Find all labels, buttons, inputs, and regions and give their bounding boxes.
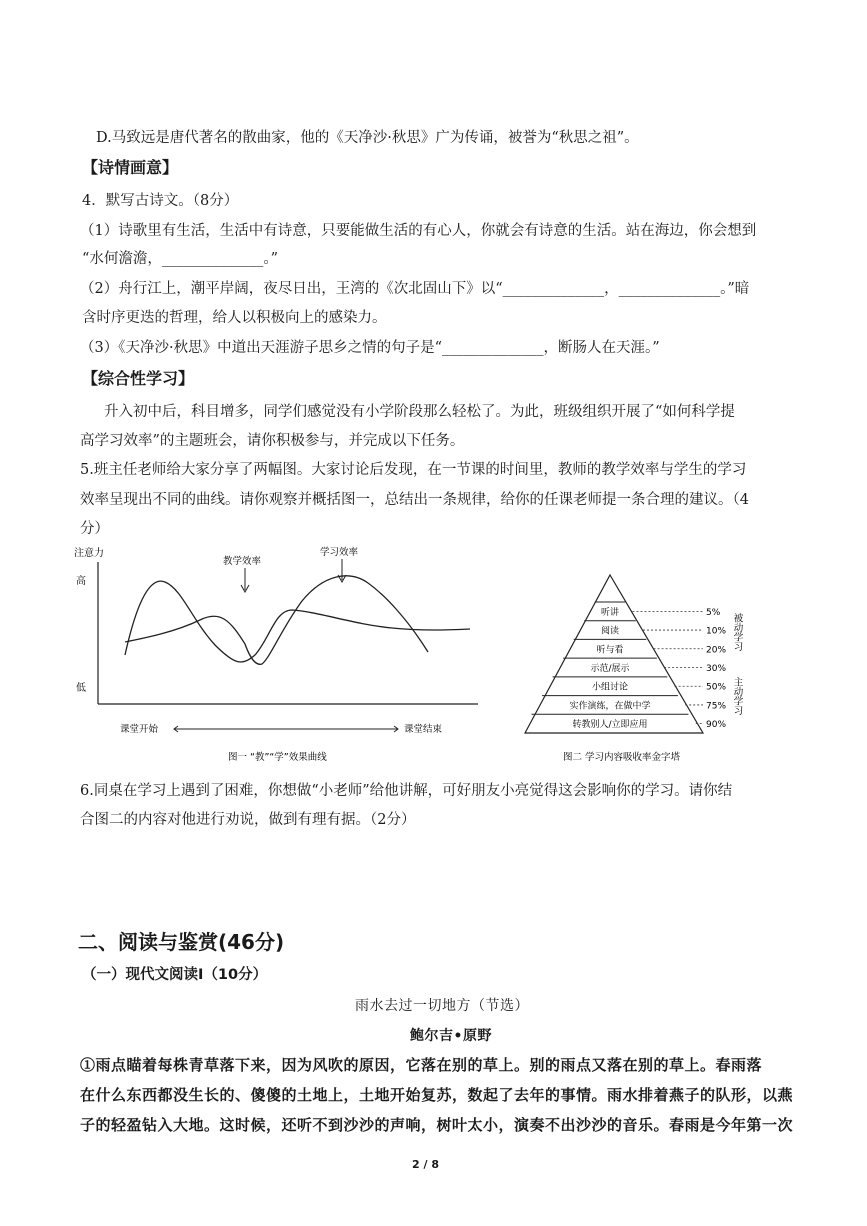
story-paragraph-line1: ①雨点瞄着每株青草落下来，因为风吹的原因，它落在别的草上。别的雨点又落在别的草上。春雨落 (80, 1056, 763, 1074)
pyramid-level-value: 5% (706, 607, 721, 618)
part-2-heading: 二、阅读与鉴赏(46分) (78, 930, 285, 954)
figure-1-y-axis-title: 注意力 (74, 548, 104, 559)
story-author: 鲍尔吉•原野 (410, 1028, 492, 1044)
figure-1-x-end-label: 课堂结束 (404, 724, 443, 735)
pyramid-level-label: 示范/展示 (590, 664, 630, 674)
question-5-line2: 效率呈现出不同的曲线。请你观察并概括图一，总结出一条规律，给你的任课老师提一条合理的建议。（4 (80, 492, 749, 508)
figure-1-caption: 图一 “教”“学”效果曲线 (228, 752, 327, 763)
pyramid-level-value: 10% (706, 626, 727, 637)
figure-2-caption: 图二 学习内容吸收率金字塔 (563, 752, 681, 763)
story-title: 雨水去过一切地方（节选） (355, 998, 529, 1014)
story-paragraph-line3: 子的轻盈钻入大地。这时候，还听不到沙沙的声响，树叶太小，演奏不出沙沙的音乐。春雨是今年第一次 (80, 1116, 794, 1134)
story-paragraph-line2: 在什么东西都没生长的、傻傻的土地上，土地开始复苏，数起了去年的事情。雨水排着燕子的队形，以燕 (80, 1086, 794, 1104)
pyramid-level-value: 20% (706, 645, 727, 656)
question-5-line3: 分） (80, 521, 109, 537)
group-passive-label: 被动学习 (731, 613, 743, 651)
figure-1-y-high-label: 高 (76, 576, 86, 587)
pyramid-level-value: 50% (706, 682, 727, 693)
pyramid-level-label: 转教别人/立即应用 (572, 720, 648, 731)
figure-1-x-start-label: 课堂开始 (120, 724, 159, 735)
part-2-sub-heading: （一）现代文阅读Ⅰ（10分） (82, 967, 268, 983)
figure-2-learning-pyramid (515, 565, 765, 770)
figure-1-learning-label: 学习效率 (320, 547, 359, 558)
question-4-part1-line1: （1）诗歌里有生活，生活中有诗意，只要能做生活的有心人，你就会有诗意的生活。站在海边，你会想到 (80, 223, 757, 239)
pyramid-level-label: 听与看 (596, 645, 624, 656)
pyramid-level-value: 75% (706, 701, 727, 712)
question-4-title: 4．默写古诗文。（8分） (82, 193, 239, 209)
pyramid-level-label: 实作演练，在做中学 (569, 701, 651, 712)
page-number: 2 / 8 (412, 1158, 439, 1171)
figure-1-attention-curves (70, 540, 490, 770)
group-active-label: 主动学习 (731, 677, 743, 715)
question-4-part2-line1: （2）舟行江上，潮平岸阔，夜尽日出，王湾的《次北固山下》以“______________，______________。”暗 (80, 281, 750, 297)
figure-1-teaching-label: 教学效率 (223, 556, 262, 567)
pyramid-level-label: 阅读 (600, 626, 620, 637)
section-heading-comprehensive: 【综合性学习】 (82, 369, 195, 388)
pyramid-level-label: 听讲 (600, 607, 620, 618)
question-6-line2: 合图二的内容对他进行劝说，做到有理有据。（2分） (80, 812, 416, 828)
comprehensive-intro-line2: 高学习效率”的主题班会，请你积极参与，并完成以下任务。 (80, 433, 465, 449)
figure-1-y-low-label: 低 (76, 683, 86, 694)
question-4-part1-line2: “水何澹澹，______________。” (82, 251, 279, 267)
pyramid-level-label: 小组讨论 (591, 682, 629, 693)
comprehensive-intro-line1: 升入初中后，科目增多，同学们感觉没有小学阶段那么轻松了。为此，班级组织开展了“如何科学提 (104, 404, 735, 420)
pyramid-level-value: 90% (706, 720, 727, 731)
pyramid-level-value: 30% (706, 664, 727, 674)
figure-1-teaching-efficiency-curve (125, 581, 470, 662)
question-4-part3-line1: （3）《天净沙·秋思》中道出天涯游子思乡之情的句子是“______________，断肠人在天涯。” (80, 340, 660, 356)
question-3-option-d: D.马致远是唐代著名的散曲家，他的《天净沙·秋思》广为传诵，被誉为“秋思之祖”。 (96, 130, 639, 146)
question-5-line1: 5.班主任老师给大家分享了两幅图。大家讨论后发现，在一节课的时间里，教师的教学效率与学生的学习 (80, 462, 747, 478)
question-4-part2-line2: 含时序更迭的哲理，给人以积极向上的感染力。 (82, 310, 387, 326)
section-heading-poetry: 【诗情画意】 (82, 158, 179, 177)
question-6-line1: 6.同桌在学习上遇到了困难，你想做“小老师”给他讲解，可好朋友小亮觉得这会影响你的学习。请你结 (80, 783, 733, 799)
